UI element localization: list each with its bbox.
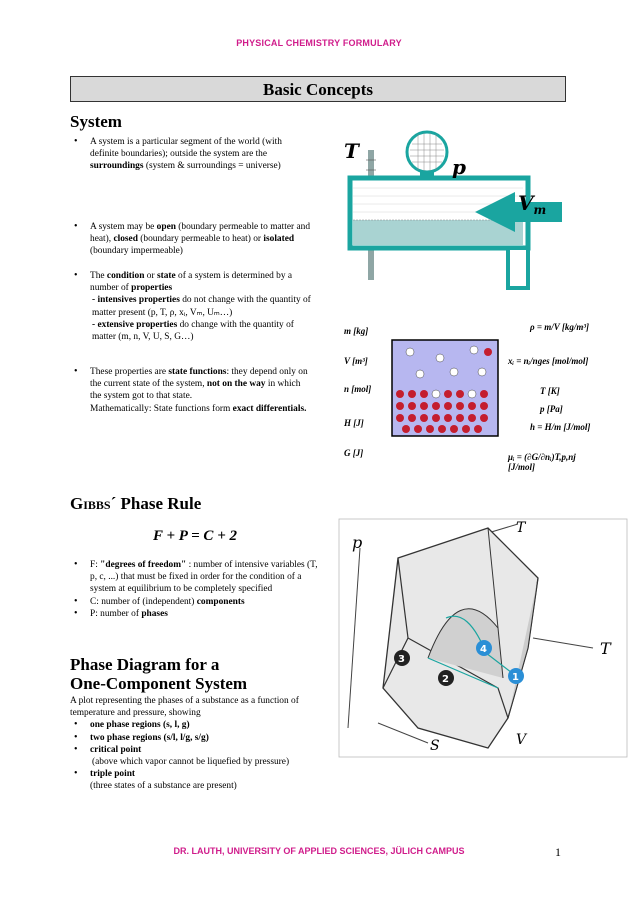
phase-diagram-section	[70, 655, 320, 793]
list-item: • The condition or state of a system is determined by a number of properties	[70, 270, 315, 294]
pvt-surface-diagram	[338, 518, 628, 758]
extensive-text: - extensive properties do change with the quantity of matter (m, n, V, U, S, G…)	[92, 319, 294, 343]
list-item: • C: number of (independent) components	[70, 596, 320, 608]
temperature-unit: T [K]	[540, 386, 560, 396]
list-item: • These properties are state functions: they depend only on the current state of the system, not on the way in which the system got to that state. Mathematically: State functions form exact differentials.	[70, 366, 310, 415]
section-title: Basic Concepts	[70, 76, 566, 102]
system-section	[70, 112, 310, 173]
list-item: • critical point	[70, 744, 320, 756]
pressure-gauge	[407, 132, 447, 172]
list-item: • F: "degrees of freedom" : number of intensive variables (T, p, c, ...) that must be fixed in order for the condition of a system at equilibrium to be completely specified	[70, 559, 320, 596]
list-item: • A system may be open (boundary permeable to matter and heat), closed (boundary permeable to heat) or isolated (boundary impermeable)	[70, 221, 310, 258]
gibbs-label: G [J]	[344, 448, 364, 458]
molar-volume-label: $V_m$	[518, 191, 547, 217]
critical-point-note: (above which vapor cannot be liquefied by pressure)	[92, 757, 290, 768]
mass-label: m [kg]	[344, 326, 369, 336]
molar-enthalpy-formula: h = H/m [J/mol]	[530, 422, 591, 432]
system-properties	[70, 270, 315, 343]
list-item: • one phase regions (s, l, g)	[70, 719, 320, 731]
page-number: 1	[555, 845, 561, 859]
system-heading: System	[70, 112, 122, 131]
list-item: • triple point	[70, 768, 320, 780]
pressure-label: p	[452, 155, 466, 179]
point-3-label: 3	[398, 654, 405, 665]
point-2-label: 2	[442, 674, 449, 685]
gibbs-section	[70, 494, 320, 620]
phase-rule-formula: F + P = C + 2	[153, 528, 237, 544]
density-formula: ρ = m/V [kg/m³]	[530, 322, 590, 332]
state-functions	[70, 366, 310, 415]
page-footer: DR. LAUTH, UNIVERSITY OF APPLIED SCIENCES, JÜLICH CAMPUS	[173, 846, 465, 856]
point-4-label: 4	[480, 644, 487, 655]
list-item: • P: number of phases	[70, 608, 320, 620]
system-diagram	[340, 130, 565, 290]
p-axis-label: p	[352, 533, 363, 552]
amount-label: n [mol]	[344, 384, 372, 394]
temperature-label: T	[344, 139, 359, 163]
liquid	[353, 220, 523, 245]
point-1-label: 1	[512, 672, 519, 683]
s-axis-label: S	[430, 738, 440, 754]
t-top-label: T	[516, 520, 526, 536]
t-axis-label: T	[600, 639, 611, 658]
properties-diagram	[340, 322, 600, 472]
list-item: • two phase regions (s/l, l/g, s/g)	[70, 732, 320, 744]
phase-heading-line2: One-Component System	[70, 674, 248, 693]
chemical-potential-formula: μᵢ = (∂G/∂nᵢ)T,p,nj [J/mol]	[508, 452, 576, 472]
v-axis-label: V	[516, 732, 527, 748]
system-boundaries	[70, 221, 310, 258]
mole-fraction-formula: xᵢ = nᵢ/nges [mol/mol]	[508, 356, 589, 366]
pressure-unit: p [Pa]	[540, 404, 563, 414]
particle-box	[390, 338, 500, 438]
phase-intro: A plot representing the phases of a substance as a function of temperature and pressure, showing	[70, 696, 299, 719]
intensive-text: - intensives properties do not change with the quantity of matter present (p, T, ρ, xᵢ, Vₘ, Uₘ…)	[92, 295, 311, 318]
enthalpy-label: H [J]	[344, 418, 364, 428]
list-item: • A system is a particular segment of the world (with definite boundaries); outside the system are the surroundings (system & surroundings = universe)	[70, 136, 310, 173]
phase-heading-line1: Phase Diagram for a	[70, 655, 220, 674]
gibbs-heading: GIBBS´ Phase Rule	[70, 494, 202, 513]
triple-point-note: (three states of a substance are present)	[90, 781, 237, 792]
page-header: PHYSICAL CHEMISTRY FORMULARY	[236, 38, 402, 48]
volume-label: V [m³]	[344, 356, 368, 366]
